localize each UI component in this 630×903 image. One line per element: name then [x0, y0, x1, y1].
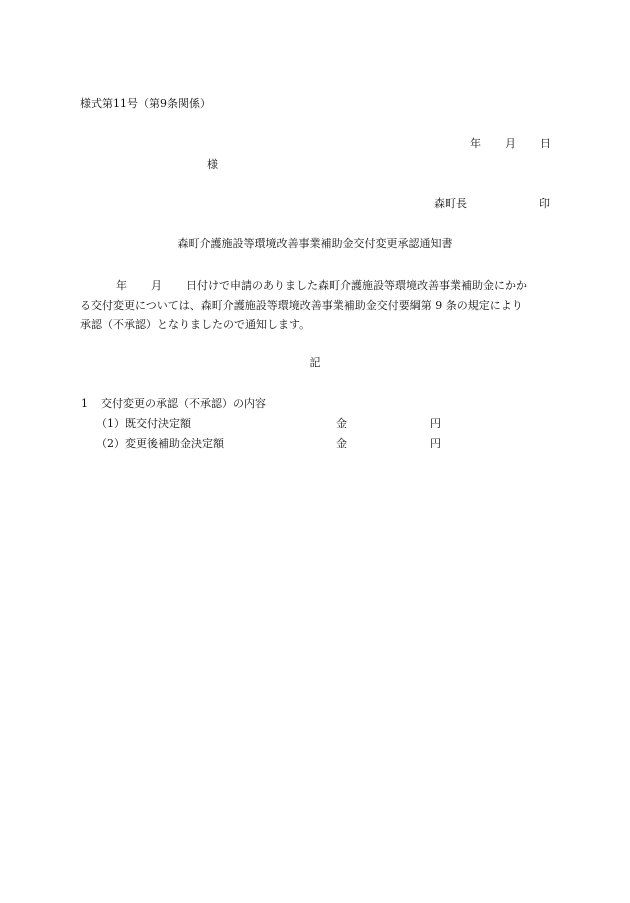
- document-title: 森町介護施設等環境改善事業補助金交付変更承認通知書: [177, 237, 453, 250]
- sender-line: [434, 197, 550, 211]
- date-month: 月: [505, 137, 516, 150]
- body-line-2: る交付変更については、森町介護施設等環境改善事業補助金交付要綱第 9 条の規定により: [80, 298, 523, 312]
- item-1-number: 1: [81, 397, 88, 410]
- item-1-label: 交付変更の承認（不承認）の内容: [101, 397, 266, 410]
- body-year: 年: [116, 279, 127, 292]
- subitem-1-unit: 円: [430, 417, 441, 430]
- addressee-suffix: 様: [207, 158, 218, 171]
- subitem-2-label: （2）変更後補助金決定額: [96, 437, 224, 450]
- body-line-3: 承認（不承認）となりましたので通知します。: [80, 318, 311, 331]
- body-paragraph: [80, 276, 554, 335]
- body-line1-rest: 日付けで申請のありました森町介護施設等環境改善事業補助金にかか: [186, 279, 527, 292]
- date-line: [470, 137, 551, 151]
- body-line-1: [80, 276, 554, 296]
- date-day: 日: [540, 137, 551, 150]
- form-number: 様式第11号（第9条関係）: [80, 97, 211, 110]
- subitem-1-label: （1）既交付決定額: [96, 417, 191, 430]
- subitem-1-currency: 金: [336, 417, 347, 430]
- item-1: [81, 397, 266, 411]
- subitem-2-currency: 金: [336, 437, 347, 450]
- body-month: 月: [151, 279, 162, 292]
- record-heading: 記: [309, 356, 321, 369]
- seal-mark: 印: [539, 197, 550, 210]
- sender-name: 森町長: [434, 197, 467, 210]
- date-year: 年: [470, 137, 481, 150]
- subitem-2-unit: 円: [430, 437, 441, 450]
